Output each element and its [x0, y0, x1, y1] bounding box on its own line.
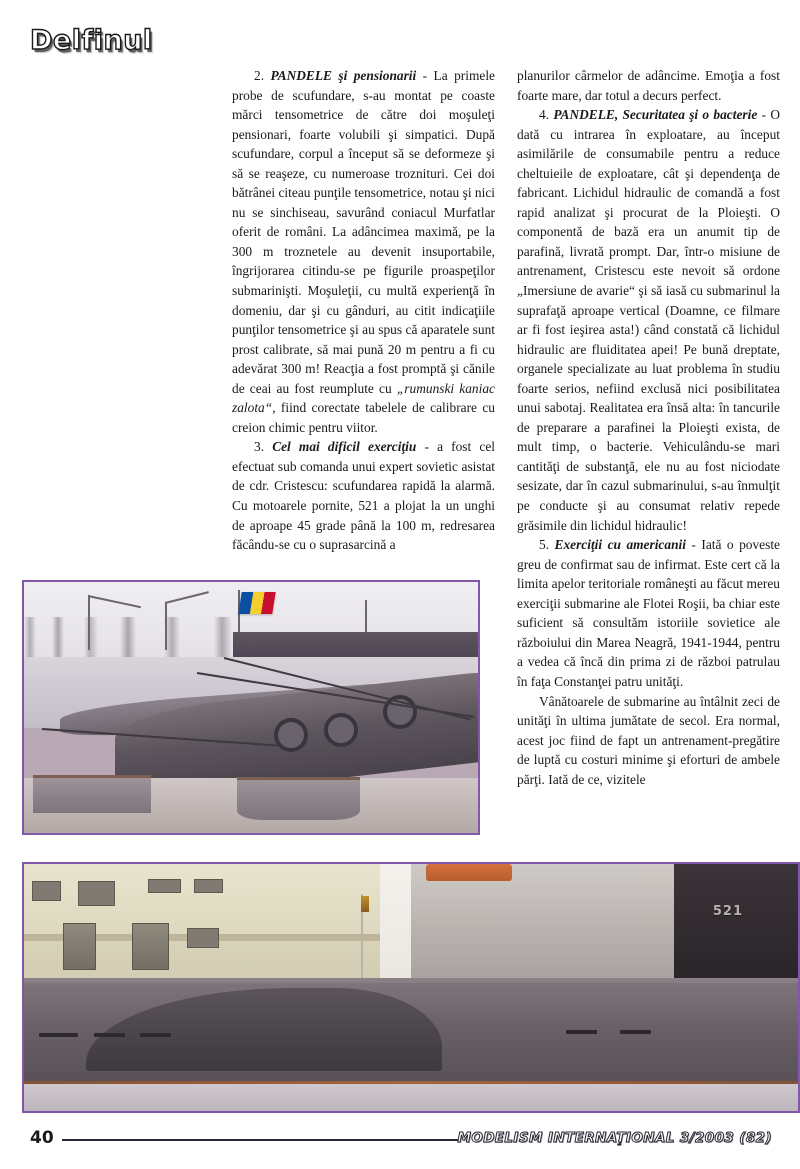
section-body-2: La primele probe de scufundare, s-au montat pe coaste mărci tensometrice de către doi moşuleţi pensionari, foarte volubili şi simpatici. După scufundare, corpul a început să se deformeze şi să se reaşeze, cu numeroase troznituri. Cei doi bătrânei citeau punţile tensometrice, notau şi nici nu se sinchiseau, savurând coniacul Murfatlar oferit de români. La adâncimea maximă, pe la 300 m troznetele au devenit insuportabile, îngrijorarea citindu-se pe figurile proaspeţilor submarinişti. Moşuleţii, cu multă experienţă în domeniu, dar şi cu gânduri, au citit indicaţiile punţilor tensometrice şi au spus că aparatele sunt prost calibrate, să mai pună 20 m pentru a fi cu adevărat 300 m! Reacţia a fost promptă şi cănile de ceai au fost reumplute cu: [232, 68, 495, 396]
section-body-4: O dată cu intrarea în exploatare, au început asimilările de consumabile pentru a reduce cheltuieile de exploatare, cât şi dependenţa de fabricant. Lichidul hidraulic de comandă a fost rapid analizat şi procurat de la Ploieşti. O componentă de bază era un anumit tip de parafină, livrată prompt. Dar, într-o misiune de antrenament, Cristescu este nevoit să ordone „Imersiune de avarie“ şi să iasă cu submarinul la suprafaţă aproape vertical (Doamne, ce filmare ar fi fost ieşirea asta!) când constată că lichidul hidraulic are fluiditatea apei! Pe bună dreptate, organele specializate au luat problema în studiu foarte serios, nefiind exclusă nici posibilitatea unui sabotaj. Realitatea era însă alta: în tancurile de preparare a parafinei la Ploieşti exista, de mult timp, o bacterie. Vehiculându-se mari cantităţi de substanţă, ele nu au fost niciodate sesizate, dar în cazul submarinului, s-au înmulţit pe conducte şi au consumat relativ repede grăsimile din lichidul hidraulic!: [517, 107, 780, 533]
section-number-4: 4.: [539, 107, 550, 123]
page-title: Delfinul: [30, 25, 153, 56]
section-body-3-continued: planurilor cârmelor de adâncime. Emoţia a fost foarte mare, dar totul a decurs perfect.: [517, 68, 780, 103]
hull-vent-1: [39, 1033, 78, 1037]
harbour-scene: [24, 582, 478, 833]
crane-mast-2: [165, 602, 167, 650]
section-number-3: 3.: [254, 439, 265, 455]
building-window-3: [148, 879, 181, 893]
dock-pennant: [361, 896, 369, 912]
hull-vent-4: [566, 1030, 597, 1034]
page-number: 40: [30, 1128, 54, 1148]
hull-number-label: 521: [712, 903, 743, 919]
section-body-5: Iată o poveste greu de confirmat sau de infirmat. Este cert că la limita apelor teritoriale româneşti au făcut mereu exerciţii submarine ale Flotei Roşii, ba chiar este suficient să consultăm istoriile sovietice ale războiului din Marea Neagră, 1941-1944, pentru a vedea că încă din prima zi de război patrulau în faţa Constanţei patru unităţi.: [517, 537, 780, 689]
paragraph-section-5: [517, 535, 780, 691]
crane-mast-1: [88, 595, 90, 650]
paragraph-section-6: [517, 692, 780, 790]
section-dash-2: -: [416, 68, 434, 83]
masthead: [30, 24, 290, 58]
building-window-1: [32, 881, 61, 900]
footer-divider-rule: [62, 1139, 460, 1141]
paragraph-section-4: [517, 105, 780, 535]
section-body-2-tail: , fiind corectate tabelele de calibrare cu creion chimic pentru viitor.: [232, 400, 495, 435]
quoted-phrase: „rumunski kaniac zalota“: [232, 380, 495, 416]
building-door-1: [63, 923, 96, 969]
page-footer: [0, 1128, 800, 1158]
quay-block-left: [33, 775, 151, 813]
section-number-2: 2.: [254, 68, 265, 83]
building-window-4: [194, 879, 223, 893]
hull-vent-2: [94, 1033, 125, 1037]
section-heading-2: PANDELE şi pensionarii: [270, 68, 417, 83]
section-heading-4: PANDELE, Securitatea şi o bacterie: [553, 107, 758, 123]
section-dash-3: -: [416, 439, 438, 455]
section-body-3: a fost cel efectuat sub comanda unui expert sovietic asistat de cdr. Cristescu: scufundarea rapidă la alarmă. Cu motoarele pornite, 521 a plojat la un unghi de aproape 45 grade până la 100 m, redresarea făcându-se cu o suprasarcină a: [232, 439, 495, 553]
hull-vent-5: [620, 1030, 651, 1034]
building-window-5: [187, 928, 220, 947]
photo-submarine-521-alongside-dock: [22, 862, 800, 1113]
dock-scene: [24, 864, 798, 1111]
paragraph-section-3-continued: [517, 66, 780, 105]
section-dash-5: -: [685, 537, 702, 553]
photo-submarine-moored-in-harbour: [22, 580, 480, 835]
building-window-2: [78, 881, 115, 905]
text-column-right: [517, 66, 780, 789]
ship-lifeboat: [426, 864, 511, 881]
text-column-left: [232, 66, 495, 555]
section-body-6: Vânătoarele de submarine au întâlnit zeci de unităţi în ultima jumătate de secol. Era normal, acest joc fiind de fapt un antrenament-pregătire de luptă cu costuri minime şi eforturi de ambele părţi. Iată de ce, vizitele: [517, 693, 780, 787]
submarine-conning-tower: [674, 864, 798, 978]
mooring-ring-2: [324, 713, 358, 747]
dock-water: [24, 1084, 798, 1111]
paragraph-section-3: [232, 437, 495, 554]
section-heading-5: Exerciţii cu americanii: [554, 537, 686, 553]
hull-vent-3: [140, 1033, 171, 1037]
quay-block-right: [237, 777, 360, 820]
section-dash-4: -: [757, 107, 771, 123]
romanian-flag: [238, 592, 275, 614]
section-number-5: 5.: [539, 537, 550, 553]
building-door-2: [132, 923, 169, 969]
magazine-imprint: MODELISM INTERNAŢIONAL 3/2003 (82): [457, 1130, 772, 1146]
mooring-ring-1: [274, 718, 308, 752]
section-heading-3: Cel mai dificil exerciţiu: [272, 439, 417, 455]
paragraph-section-2: [232, 66, 495, 437]
